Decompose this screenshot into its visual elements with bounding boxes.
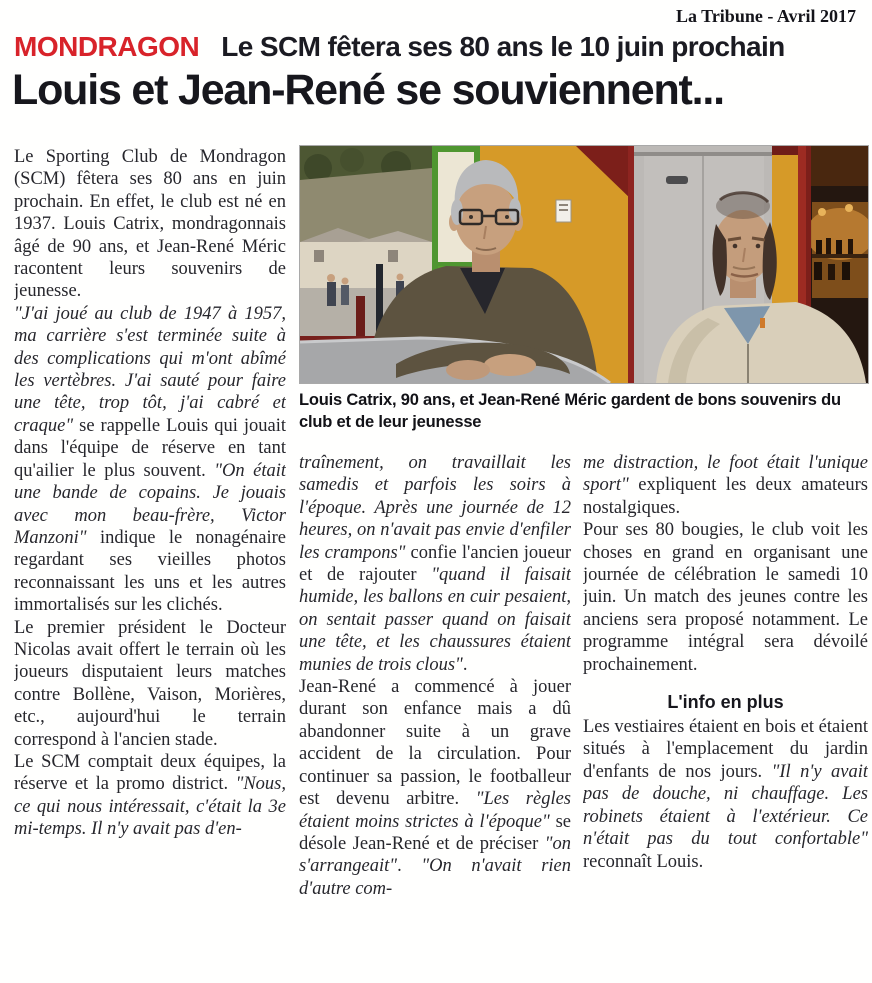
article-paragraph: traînement, on travaillait les samedis et parfois les soirs à l'époque. Après une journée de 12 heures, on n'avait pas envie d'enfiler les crampons" confie l'ancien joueur et de rajouter "quand il faisait humide, les ballons en cuir pesaient, on sentait passer quand on faisait une tête, et les chaussures étaient munies de trois clous". [299, 453, 571, 675]
photo-caption: Louis Catrix, 90 ans, et Jean-René Méric gardent de bons souvenirs du club et de leur jeunesse [299, 391, 841, 431]
article-paragraph: "J'ai joué au club de 1947 à 1957, ma carrière s'est terminée suite à des complications qui m'ont abîmé les vertèbres. J'ai sauté pour faire une tête, trop tôt, j'ai cabré et craque" se rappelle Louis qui jouait dans l'équipe de réserve en tant qu'ailier le plus souvent. "On était une bande de copains. Je jouais avec mon beau-frère, Victor Manzoni" indique le nonagénaire regardant ses vieilles photos reconnaissant les uns et les autres immortalisés sur les clichés. [14, 303, 286, 616]
header-subtitle: Le SCM fêtera ses 80 ans le 10 juin prochain [221, 31, 785, 62]
section-kicker: MONDRAGON [14, 31, 200, 62]
article-paragraph: Jean-René a commencé à jouer durant son enfance mais a dû abandonner suite à un grave accident de la circulation. Pour continuer sa passion, le footballeur est devenu arbitre. "Les règles étaient moins strictes à l'époque" se désole Jean-René et de préciser "on s'arrangeait". "On n'avait rien d'autre com- [299, 677, 571, 899]
article-photo [299, 145, 869, 384]
article-paragraph: Pour ses 80 bougies, le club voit les choses en grand en organisant une journée de célébration le samedi 10 juin. Un match des jeunes contre les anciens sera proposé notamment. Le programme intégral sera dévoilé prochainement. [583, 520, 868, 675]
publication-credit: La Tribune - Avril 2017 [675, 6, 856, 26]
header-kicker-row [14, 33, 785, 61]
article-column-left [14, 146, 286, 980]
info-box-heading: L'info en plus [667, 692, 784, 713]
article-paragraph: Le Sporting Club de Mondragon (SCM) fêtera ses 80 ans en juin prochain. En effet, le club est né en 1937. Louis Catrix, mondragonnais âgé de 90 ans, et Jean-René Méric racontent leurs souvenirs de jeunesse. [14, 147, 286, 302]
article-column-middle [299, 452, 571, 982]
headline: Louis et Jean-René se souviennent... [12, 66, 724, 114]
article-column-right-body [583, 452, 868, 676]
article-paragraph: Le premier président le Docteur Nicolas avait offert le terrain où les joueurs disputaient leurs matches contre Bollène, Vaison, Morières, etc., aujourd'hui le terrain correspond à l'ancien stade. [14, 617, 286, 750]
info-box-body [583, 716, 868, 873]
photo-illustration [300, 146, 868, 383]
article-paragraph: Les vestiaires étaient en bois et étaient situés à l'emplacement du jardin d'enfants de nos jours. "Il n'y avait pas de douche, ni chauffage. Les robinets étaient à l'extérieur. Ce n'était pas du tout confortable" reconnaît Louis. [583, 717, 868, 872]
article-paragraph: Le SCM comptait deux équipes, la réserve et la promo district. "Nous, ce qui nous intéressait, c'était la 3e mi-temps. Il n'y avait pas d'en- [14, 751, 286, 840]
article-column-right [583, 452, 868, 982]
article-paragraph: me distraction, le foot était l'unique sport" expliquent les deux amateurs nostalgiques. [583, 453, 868, 518]
